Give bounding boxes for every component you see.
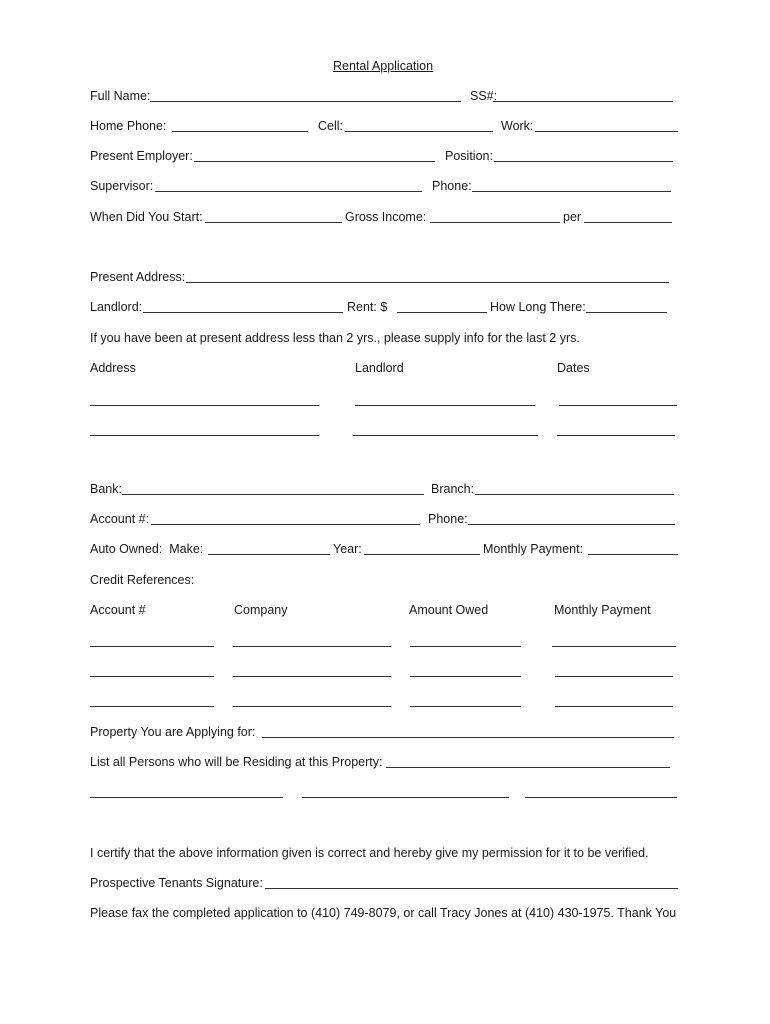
credit-amount-field-1[interactable] bbox=[410, 646, 521, 647]
start-date-label: When Did You Start: bbox=[90, 210, 203, 224]
prev-dates-field-2[interactable] bbox=[557, 435, 675, 436]
how-long-label: How Long There: bbox=[490, 300, 586, 314]
residing-person-field-2[interactable] bbox=[302, 797, 509, 798]
credit-monthly-field-1[interactable] bbox=[552, 646, 676, 647]
auto-make-label: Auto Owned: Make: bbox=[90, 542, 204, 556]
auto-year-field[interactable] bbox=[364, 554, 480, 555]
residing-persons-field[interactable] bbox=[386, 767, 670, 768]
prev-landlord-field-2[interactable] bbox=[353, 435, 538, 436]
credit-company-field-2[interactable] bbox=[233, 676, 391, 677]
credit-monthly-field-2[interactable] bbox=[555, 676, 673, 677]
start-date-field[interactable] bbox=[205, 222, 342, 223]
fax-instructions: Please fax the completed application to (410) 749-8079, or call Tracy Jones at (410) 430-1975. Thank You bbox=[90, 906, 677, 920]
col-dates-header: Dates bbox=[557, 361, 590, 375]
bank-phone-label: Phone: bbox=[428, 512, 468, 526]
landlord-label: Landlord: bbox=[90, 300, 143, 314]
work-label: Work: bbox=[501, 119, 534, 133]
employer-phone-field[interactable] bbox=[472, 191, 671, 192]
property-applying-label: Property You are Applying for: bbox=[90, 725, 256, 739]
prev-landlord-field-1[interactable] bbox=[355, 405, 535, 406]
auto-payment-label: Monthly Payment: bbox=[483, 542, 584, 556]
credit-account-field-3[interactable] bbox=[90, 706, 214, 707]
auto-make-field[interactable] bbox=[208, 554, 330, 555]
col-amount-owed-header: Amount Owed bbox=[409, 603, 489, 617]
col-landlord-header: Landlord bbox=[355, 361, 404, 375]
work-field[interactable] bbox=[535, 131, 678, 132]
bank-label: Bank: bbox=[90, 482, 122, 496]
auto-year-label: Year: bbox=[333, 542, 362, 556]
branch-label: Branch: bbox=[431, 482, 475, 496]
cell-label: Cell: bbox=[318, 119, 344, 133]
auto-payment-field[interactable] bbox=[588, 554, 678, 555]
credit-company-field-1[interactable] bbox=[233, 646, 391, 647]
position-field[interactable] bbox=[494, 161, 673, 162]
supervisor-label: Supervisor: bbox=[90, 179, 154, 193]
property-applying-field[interactable] bbox=[262, 737, 674, 738]
credit-amount-field-2[interactable] bbox=[410, 676, 521, 677]
present-employer-field[interactable] bbox=[194, 161, 435, 162]
col-account-header: Account # bbox=[90, 603, 146, 617]
previous-address-note: If you have been at present address less than 2 yrs., please supply info for the last 2 yrs. bbox=[90, 331, 580, 345]
bank-field[interactable] bbox=[122, 494, 424, 495]
credit-monthly-field-3[interactable] bbox=[555, 706, 673, 707]
home-phone-field[interactable] bbox=[172, 131, 308, 132]
credit-company-field-3[interactable] bbox=[233, 706, 391, 707]
employer-phone-label: Phone: bbox=[432, 179, 472, 193]
residing-person-field-3[interactable] bbox=[525, 797, 677, 798]
present-employer-label: Present Employer: bbox=[90, 149, 193, 163]
ss-label: SS#: bbox=[470, 89, 498, 103]
bank-phone-field[interactable] bbox=[468, 524, 675, 525]
signature-label: Prospective Tenants Signature: bbox=[90, 876, 263, 890]
col-address-header: Address bbox=[90, 361, 136, 375]
account-field[interactable] bbox=[151, 524, 420, 525]
full-name-label: Full Name: bbox=[90, 89, 151, 103]
position-label: Position: bbox=[445, 149, 493, 163]
landlord-field[interactable] bbox=[143, 312, 343, 313]
ss-field[interactable] bbox=[493, 101, 673, 102]
rent-field[interactable] bbox=[397, 312, 487, 313]
credit-account-field-1[interactable] bbox=[90, 646, 214, 647]
residing-persons-label: List all Persons who will be Residing at this Property: bbox=[90, 755, 383, 769]
certification-statement: I certify that the above information given is correct and hereby give my permission for it to be verified. bbox=[90, 846, 649, 860]
per-field[interactable] bbox=[584, 222, 672, 223]
branch-field[interactable] bbox=[475, 494, 674, 495]
cell-field[interactable] bbox=[345, 131, 493, 132]
col-monthly-payment-header: Monthly Payment bbox=[554, 603, 651, 617]
page-title: Rental Application bbox=[333, 59, 434, 73]
gross-income-label: Gross Income: bbox=[345, 210, 427, 224]
present-address-field[interactable] bbox=[186, 282, 669, 283]
residing-person-field-1[interactable] bbox=[90, 797, 283, 798]
credit-amount-field-3[interactable] bbox=[410, 706, 521, 707]
col-company-header: Company bbox=[234, 603, 288, 617]
full-name-field[interactable] bbox=[150, 101, 461, 102]
credit-account-field-2[interactable] bbox=[90, 676, 214, 677]
credit-references-heading: Credit References: bbox=[90, 573, 195, 587]
gross-income-field[interactable] bbox=[430, 222, 560, 223]
prev-address-field-1[interactable] bbox=[90, 405, 319, 406]
account-label: Account #: bbox=[90, 512, 150, 526]
prev-dates-field-1[interactable] bbox=[559, 405, 677, 406]
home-phone-label: Home Phone: bbox=[90, 119, 167, 133]
per-label: per bbox=[563, 210, 582, 224]
signature-field[interactable] bbox=[265, 888, 678, 889]
present-address-label: Present Address: bbox=[90, 270, 186, 284]
prev-address-field-2[interactable] bbox=[90, 435, 319, 436]
rent-label: Rent: $ bbox=[347, 300, 388, 314]
how-long-field[interactable] bbox=[586, 312, 667, 313]
supervisor-field[interactable] bbox=[155, 191, 422, 192]
